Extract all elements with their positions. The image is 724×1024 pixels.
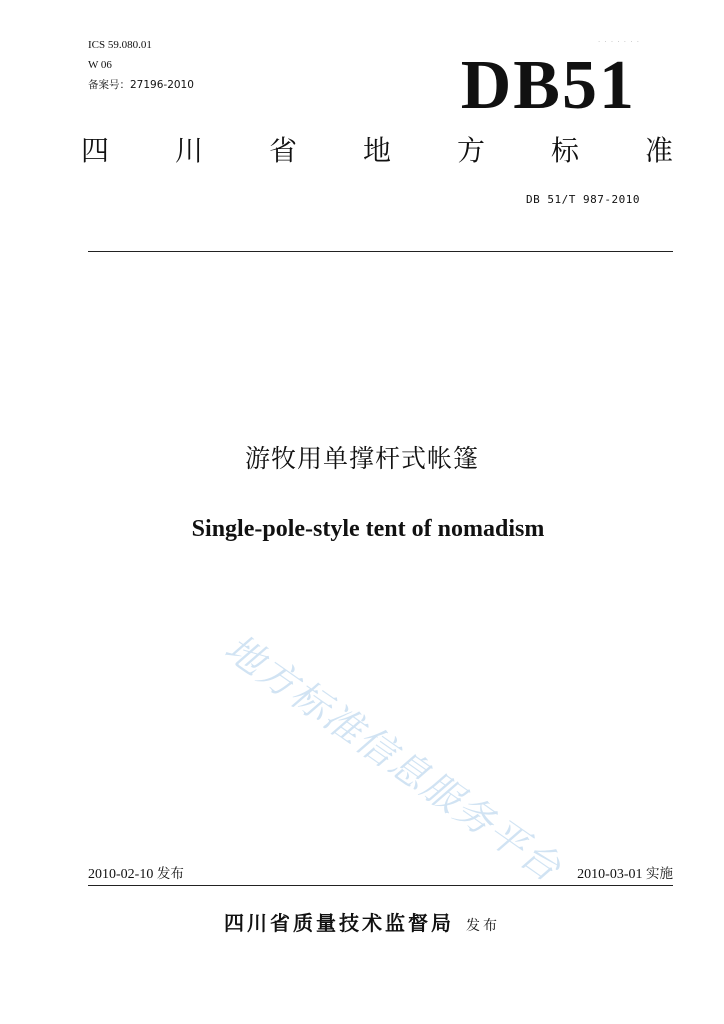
title-char: 省 [268, 134, 297, 167]
watermark: 地方标准信息服务平台 [216, 625, 570, 891]
header-divider [88, 251, 673, 252]
implementation-date [577, 865, 673, 884]
document-title-chinese: 游牧用单撑杆式帐篷 [244, 444, 479, 473]
filing-number: 备案号：27196-2010 [88, 79, 194, 91]
faint-corner-mark: · · · · · · · [598, 38, 640, 46]
title-char: 标 [550, 134, 579, 167]
title-char: 方 [456, 134, 485, 167]
standard-category-title [78, 134, 676, 168]
title-char: 准 [644, 134, 673, 167]
issue-date-value: 2010-02-10 [88, 867, 154, 882]
db-logo: DB51 [460, 47, 636, 124]
issue-date-label: 发布 [156, 866, 184, 882]
title-char: 地 [362, 134, 391, 167]
title-char: 川 [174, 134, 203, 167]
implementation-date-value: 2010-03-01 [577, 867, 643, 882]
publisher [0, 907, 724, 936]
publisher-name: 四川省质量技术监督局 [224, 911, 454, 935]
footer-divider [88, 885, 673, 886]
standard-number: DB 51/T 987-2010 [526, 193, 640, 206]
ics-code: ICS 59.080.01 [88, 39, 152, 51]
publisher-action: 发布 [466, 918, 500, 934]
document-title-english: Single-pole-style tent of nomadism [191, 516, 545, 542]
implementation-date-label: 实施 [646, 866, 673, 882]
ccs-code: W 06 [88, 59, 112, 71]
title-char: 四 [80, 134, 109, 167]
issue-date [88, 865, 184, 884]
